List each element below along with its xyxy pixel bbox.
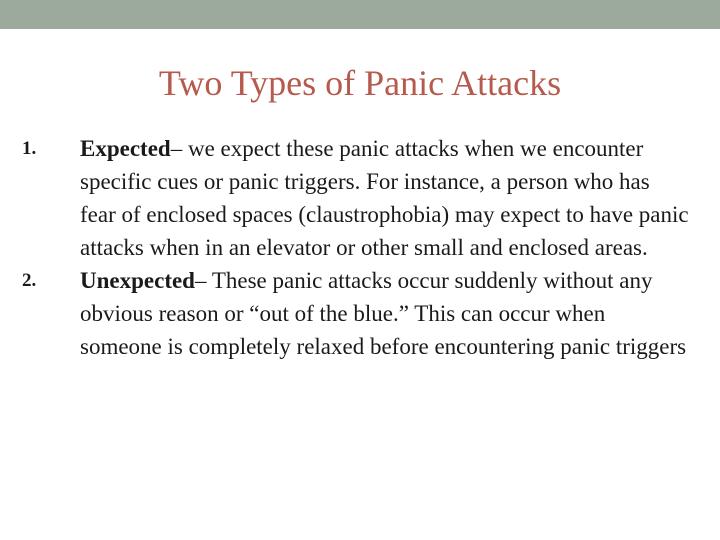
- list-item-term: Unexpected: [80, 268, 195, 293]
- slide-content: [0, 132, 720, 363]
- list-item-description: – These panic attacks occur suddenly without any obvious reason or “out of the blue.” This can occur when someone is completely relaxed before encountering panic triggers: [80, 268, 687, 359]
- list-item-number: 2.: [22, 270, 37, 291]
- slide-title: Two Types of Panic Attacks: [158, 63, 562, 103]
- list-item-description: – we expect these panic attacks when we encounter specific cues or panic triggers. For instance, a person who has fear of enclosed spaces (claustrophobia) may expect to have panic attacks when in an elevator or other small and enclosed areas.: [80, 136, 689, 260]
- list-item-unexpected: [0, 264, 690, 363]
- list-item-expected: [0, 132, 690, 264]
- list-item-term: Expected: [80, 136, 171, 161]
- list-item-number: 1.: [22, 138, 37, 159]
- top-accent-bar: [0, 0, 720, 29]
